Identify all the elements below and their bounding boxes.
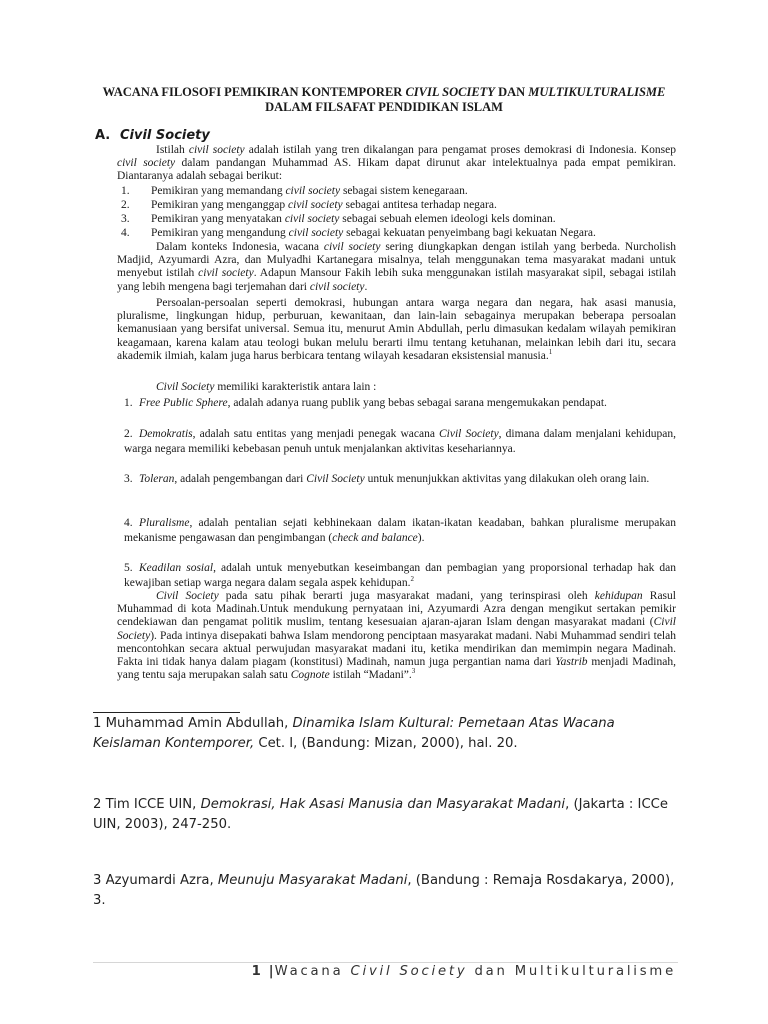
footnote-separator (93, 712, 240, 713)
section-heading: A. Civil Society (95, 128, 210, 143)
document-title-line-1: WACANA FILOSOFI PEMIKIRAN KONTEMPORER CIVIL SOCIETY DAN MULTIKULTURALISME (102, 85, 666, 99)
document-title-line-2: DALAM FILSAFAT PENDIDIKAN ISLAM (265, 100, 503, 114)
footer-separator (93, 962, 678, 963)
paragraph-characteristics-intro: Civil Society memiliki karakteristik antara lain : (156, 381, 377, 393)
document-page: WACANA FILOSOFI PEMIKIRAN KONTEMPORER CIVIL SOCIETY DAN MULTIKULTURALISME DALAM FILSAFAT PENDIDIKAN ISLAM A. Civil Society Istilah civil society adalah istilah yang tren dikalangan para pengamat proses demokrasi di Indonesia. Konsep civil society dalam pandangan Muhammad AS. Hikam dapat dirunut akar intelektualnya pada empat pemikiran. Diantaranya adalah sebagai berikut: 1. Pemikiran yang memandang civil society sebagai sistem kenegaraan. 2. Pemikiran yang menganggap civil society sebagai antitesa terhadap negara. 3. Pemikiran yang menyatakan civil society sebagai sebuah elemen ideologi kels dominan. 4. Pemikiran yang mengandung civil society sebagai kekuatan penyeimbang bagi kekuatan Negara. Dalam konteks Indonesia, wacana civil society sering diungkapkan dengan istilah yang berbeda. Nurcholish Madjid, Azyumardi Azra, dan Mulyadhi Kartanegara misalnya, telah menggunakan tema masyarakat madani untuk menyebut istilah civil society. Adapun Mansour Fakih lebih suka menggunakan istilah masyarakat sipil, sebagai istilah yang lebih mengena bagi terjemahan dari civil society. Persoalan-persoalan seperti demokrasi, hubungan antara warga negara dan negara, hak asasi manusia, pluralisme, lingkungan hidup, perburuan, kewanitaan, dan lain-lain sebagainya merupakan beberapa persoalan kemanusiaan yang bersifat universal. Semua itu, menurut Amin Abdullah, perlu dimasukan kedalam wilayah pemikiran keagamaan, karena kalam atau teologi bukan melulu berarti ilmu tentang ketuhanan, melainkan lebih dari itu, secara akademik ilmiah, kalam juga harus berbicara tentang wilayah kesadaran eksistensial manusia.$^1$ Civil Society memiliki karakteristik antara lain : 1. Free Public Sphere, adalah adanya ruang publik yang bebas sebagai sarana mengemukakan pendapat. 2. Demokratis, adalah satu entitas yang menjadi penegak wacana Civil Society, dimana dalam menjalani kehidupan, warga negara memiliki kebebasan penuh untuk menjalankan aktivitas kesehariannya. 3. Toleran, adalah pengembangan dari Civil Society untuk menunjukkan aktivitas yang dilakukan oleh orang lain. 4. Pluralisme, adalah pentalian sejati kebhinekaan dalam ikatan-ikatan keadaban, bahkan pluralisme merupakan mekanisme pengawasan dan pengimbangan (check and balance). 5. Keadilan sosial, adalah untuk menyebutkan keseimbangan dan pembagian yang proporsional terhadap hak dan kewajiban setiap warga negara dalam segala aspek kehidupan.$^2$ Civil Society pada satu pihak berarti juga masyarakat madani, yang terinspirasi oleh kehidupan Rasul Muhammad di kota Madinah.Untuk mendukung pernyataan ini, Azyumardi Azra dengan mengikut sertakan pemikir cendekiawan dan pengamat politik muslim, tentang kesesuaian ajaran-ajaran Islam dengan masyarakat madani (Civil Society). Pada intinya disepakati bahwa Islam mendorong penciptaan masyarakat madani. Nabi Muhammad sendiri telah mencontohkan secara aktual perwujudan masyarakat madani itu, ketika mendirikan dan memimpin negara Madinah. Fakta ini tidak hanya dalam piagam (konstitusi) Madinah, namun juga pergantian nama dari Yastrib menjadi Madinah, yang tentu saja merupakan salah satu Cognote istilah “Madani”.$^3$ 1 Muhammad Amin Abdullah, Dinamika Islam Kultural: Pemetaan Atas Wacana Keislaman Kontemporer, Cet. I, (Bandung: Mizan, 2000), hal. 20. 2 Tim ICCE UIN, Demokrasi, Hak Asasi Manusia dan Masyarakat Madani, (Jakarta : ICCe UIN, 2003), 247-250. 3 Azyumardi Azra, Meunuju Masyarakat Madani, (Bandung : Remaja Rosdakarya, 2000), 3. 1 |Wacana Civil Society dan Multikulturalisme (0, 0, 768, 1024)
paragraph-issues: Persoalan-persoalan seperti demokrasi, hubungan antara warga negara dan negara, hak asasi manusia, pluralisme, lingkungan hidup, perburuan, kewanitaan, dan lain-lain sebagainya merupakan beberapa persoalan kemanusiaan yang bersifat universal. Semua itu, menurut Amin Abdullah, perlu dimasukan kedalam wilayah pemikiran keagamaan, karena kalam atau teologi bukan melulu berarti ilmu tentang ketuhanan, melainkan lebih dari itu, secara akademik ilmiah, kalam juga harus berbicara tentang wilayah kesadaran eksistensial manusia.$^1$ (117, 297, 676, 362)
characteristic-item: 1. Free Public Sphere, adalah adanya ruang publik yang bebas sebagai sarana mengemukakan pendapat. (124, 397, 607, 409)
page-footer: 1 |Wacana Civil Society dan Multikulturalisme (251, 964, 676, 979)
paragraph-indonesia-context: Dalam konteks Indonesia, wacana civil society sering diungkapkan dengan istilah yang berbeda. Nurcholish Madjid, Azyumardi Azra, dan Mulyadhi Kartanegara misalnya, telah menggunakan tema masyarakat madani untuk menyebut istilah civil society. Adapun Mansour Fakih lebih suka menggunakan istilah masyarakat sipil, sebagai istilah yang lebih mengena bagi terjemahan dari civil society. (117, 241, 676, 293)
characteristic-item: 5. Keadilan sosial, adalah untuk menyebutkan keseimbangan dan pembagian yang proporsional terhadap hak dan kewajiban setiap warga negara dalam segala aspek kehidupan.$^2$ (124, 562, 676, 589)
characteristic-item: 3. Toleran, adalah pengembangan dari Civil Society untuk menunjukkan aktivitas yang dilakukan oleh orang lain. (124, 473, 650, 485)
footnote-2: 2 Tim ICCE UIN, Demokrasi, Hak Asasi Manusia dan Masyarakat Madani, (Jakarta : ICCe UIN, 2003), 247-250. (93, 797, 668, 832)
characteristic-item: 4. Pluralisme, adalah pentalian sejati kebhinekaan dalam ikatan-ikatan keadaban, bahkan pluralisme merupakan mekanisme pengawasan dan pengimbangan (check and balance). (124, 517, 676, 544)
footnote-3: 3 Azyumardi Azra, Meunuju Masyarakat Madani, (Bandung : Remaja Rosdakarya, 2000), 3. (93, 873, 675, 908)
paragraph-intro: Istilah civil society adalah istilah yang tren dikalangan para pengamat proses demokrasi di Indonesia. Konsep civil society dalam pandangan Muhammad AS. Hikam dapat dirunut akar intelektualnya pada empat pemikiran. Diantaranya adalah sebagai berikut: (117, 144, 676, 183)
page-number: 1 (251, 964, 262, 979)
footnote-1: 1 Muhammad Amin Abdullah, Dinamika Islam Kultural: Pemetaan Atas Wacana Keislaman Kontemporer, Cet. I, (Bandung: Mizan, 2000), hal. 20. (93, 716, 615, 751)
characteristic-item: 2. Demokratis, adalah satu entitas yang menjadi penegak wacana Civil Society, dimana dalam menjalani kehidupan, warga negara memiliki kebebasan penuh untuk menjalankan aktivitas kesehariannya. (124, 428, 676, 455)
paragraph-madani: Civil Society pada satu pihak berarti juga masyarakat madani, yang terinspirasi oleh kehidupan Rasul Muhammad di kota Madinah.Untuk mendukung pernyataan ini, Azyumardi Azra dengan mengikut sertakan pemikir cendekiawan dan pengamat politik muslim, tentang kesesuaian ajaran-ajaran Islam dengan masyarakat madani (Civil Society). Pada intinya disepakati bahwa Islam mendorong penciptaan masyarakat madani. Nabi Muhammad sendiri telah mencontohkan secara aktual perwujudan masyarakat madani itu, ketika mendirikan dan memimpin negara Madinah. Fakta ini tidak hanya dalam piagam (konstitusi) Madinah, namun juga pergantian nama dari Yastrib menjadi Madinah, yang tentu saja merupakan salah satu Cognote istilah “Madani”.$^3$ (117, 590, 676, 682)
